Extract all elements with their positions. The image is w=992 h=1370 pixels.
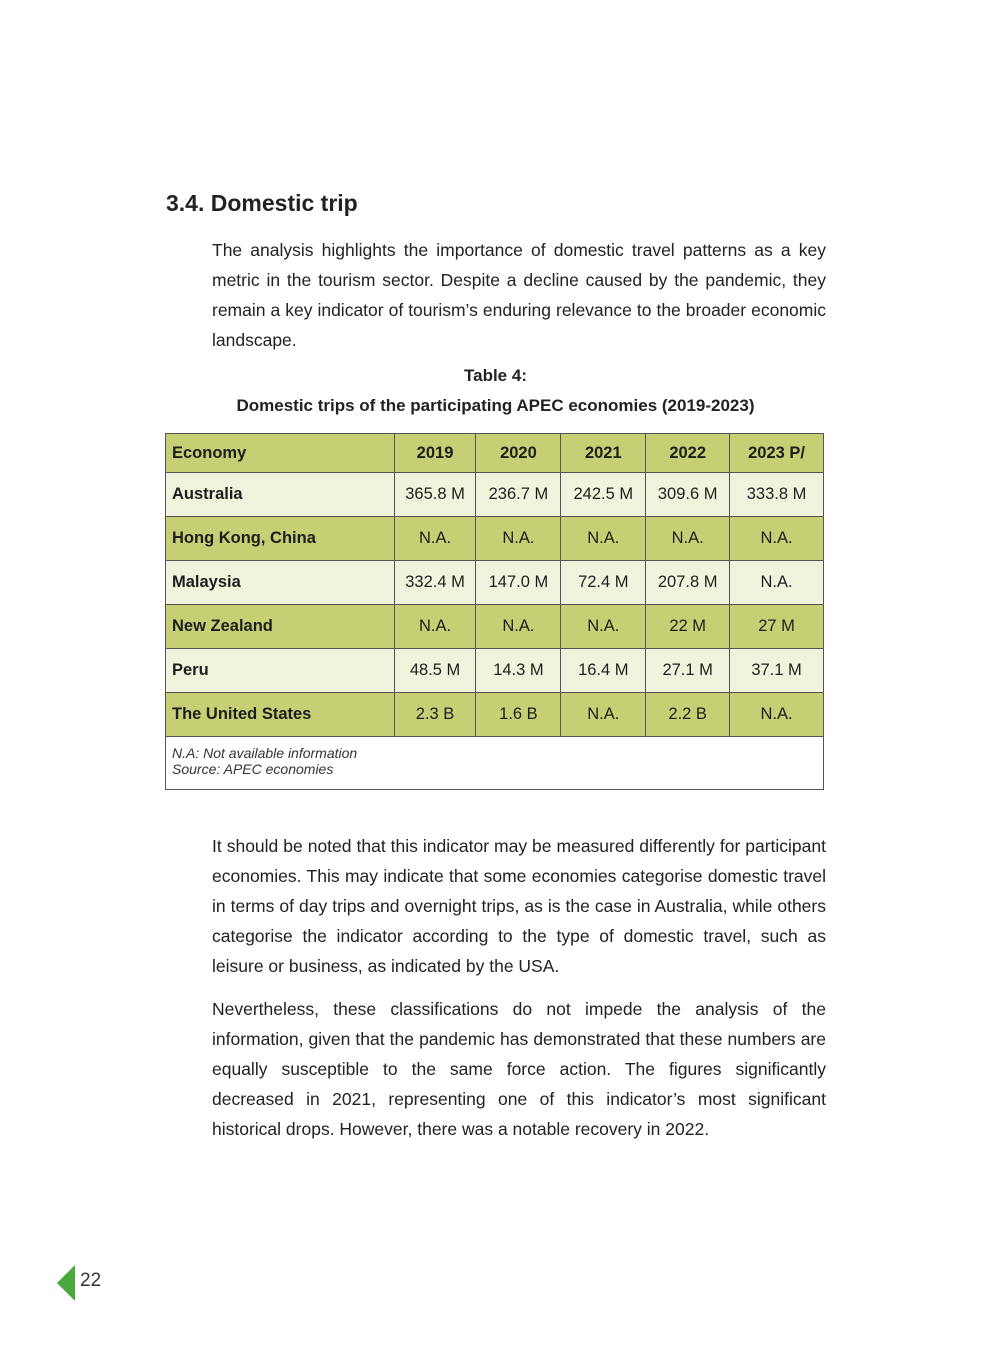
value-cell: 365.8 M [394, 473, 476, 517]
value-cell: 147.0 M [476, 561, 561, 605]
table-footnote-row [166, 737, 824, 790]
value-cell: N.A. [561, 605, 646, 649]
value-cell: N.A. [646, 517, 730, 561]
value-cell: 22 M [646, 605, 730, 649]
note-paragraph-2: Nevertheless, these classifications do not impede the analysis of the information, given that the pandemic has demonstrated that these numbers are equally susceptible to the same force action. The figures significantly decreased in 2021, representing one of this indicator’s most significant historical drops. However, there was a notable recovery in 2022. [212, 999, 826, 1139]
value-cell: 16.4 M [561, 649, 646, 693]
value-cell: N.A. [730, 693, 824, 737]
intro-paragraph: The analysis highlights the importance of domestic travel patterns as a key metric in the tourism sector. Despite a decline caused by the pandemic, they remain a key indicator of tourism’s enduring relevance to the broader economic landscape. [212, 240, 826, 350]
value-cell: 37.1 M [730, 649, 824, 693]
footnote-na: N.A: Not available information [172, 745, 358, 761]
value-cell: 332.4 M [394, 561, 476, 605]
value-cell: 236.7 M [476, 473, 561, 517]
value-cell: N.A. [394, 517, 476, 561]
value-cell: 242.5 M [561, 473, 646, 517]
value-cell: 2.2 B [646, 693, 730, 737]
value-cell: 333.8 M [730, 473, 824, 517]
table-row [166, 605, 824, 649]
value-cell: N.A. [561, 693, 646, 737]
table-row [166, 649, 824, 693]
page-marker-triangle-icon [57, 1265, 75, 1301]
economy-cell: Malaysia [166, 561, 395, 605]
footnote-source: Source: APEC economies [172, 761, 334, 777]
value-cell: 14.3 M [476, 649, 561, 693]
table-row [166, 693, 824, 737]
value-cell: 72.4 M [561, 561, 646, 605]
value-cell: 309.6 M [646, 473, 730, 517]
note-paragraph-1: It should be noted that this indicator may be measured differently for participant economies. This may indicate that some economies categorise domestic travel in terms of day trips and overnight trips, as is the case in Australia, while others categorise the indicator according to the type of domestic travel, such as leisure or business, as indicated by the USA. [212, 836, 826, 976]
table-header-row [166, 434, 824, 473]
value-cell: 48.5 M [394, 649, 476, 693]
page-number: 22 [80, 1270, 102, 1291]
value-cell: N.A. [476, 517, 561, 561]
value-cell: N.A. [730, 561, 824, 605]
column-header: 2021 [561, 434, 646, 473]
table-row [166, 517, 824, 561]
column-header: 2023 P/ [730, 434, 824, 473]
economy-cell: New Zealand [166, 605, 395, 649]
table-row [166, 561, 824, 605]
table-title: Domestic trips of the participating APEC economies (2019-2023) [236, 396, 755, 415]
value-cell: N.A. [476, 605, 561, 649]
value-cell: 1.6 B [476, 693, 561, 737]
economy-cell: Australia [166, 473, 395, 517]
domestic-trips-table [165, 433, 824, 790]
section-heading: 3.4. Domestic trip [166, 190, 358, 216]
value-cell: 27.1 M [646, 649, 730, 693]
table-footnote [166, 737, 824, 790]
column-header: 2020 [476, 434, 561, 473]
column-header: 2019 [394, 434, 476, 473]
value-cell: 207.8 M [646, 561, 730, 605]
value-cell: N.A. [394, 605, 476, 649]
table-row [166, 473, 824, 517]
column-header: Economy [166, 434, 395, 473]
economy-cell: Hong Kong, China [166, 517, 395, 561]
economy-cell: Peru [166, 649, 395, 693]
value-cell: N.A. [730, 517, 824, 561]
value-cell: 27 M [730, 605, 824, 649]
value-cell: 2.3 B [394, 693, 476, 737]
value-cell: N.A. [561, 517, 646, 561]
economy-cell: The United States [166, 693, 395, 737]
table-label: Table 4: [464, 366, 527, 385]
column-header: 2022 [646, 434, 730, 473]
